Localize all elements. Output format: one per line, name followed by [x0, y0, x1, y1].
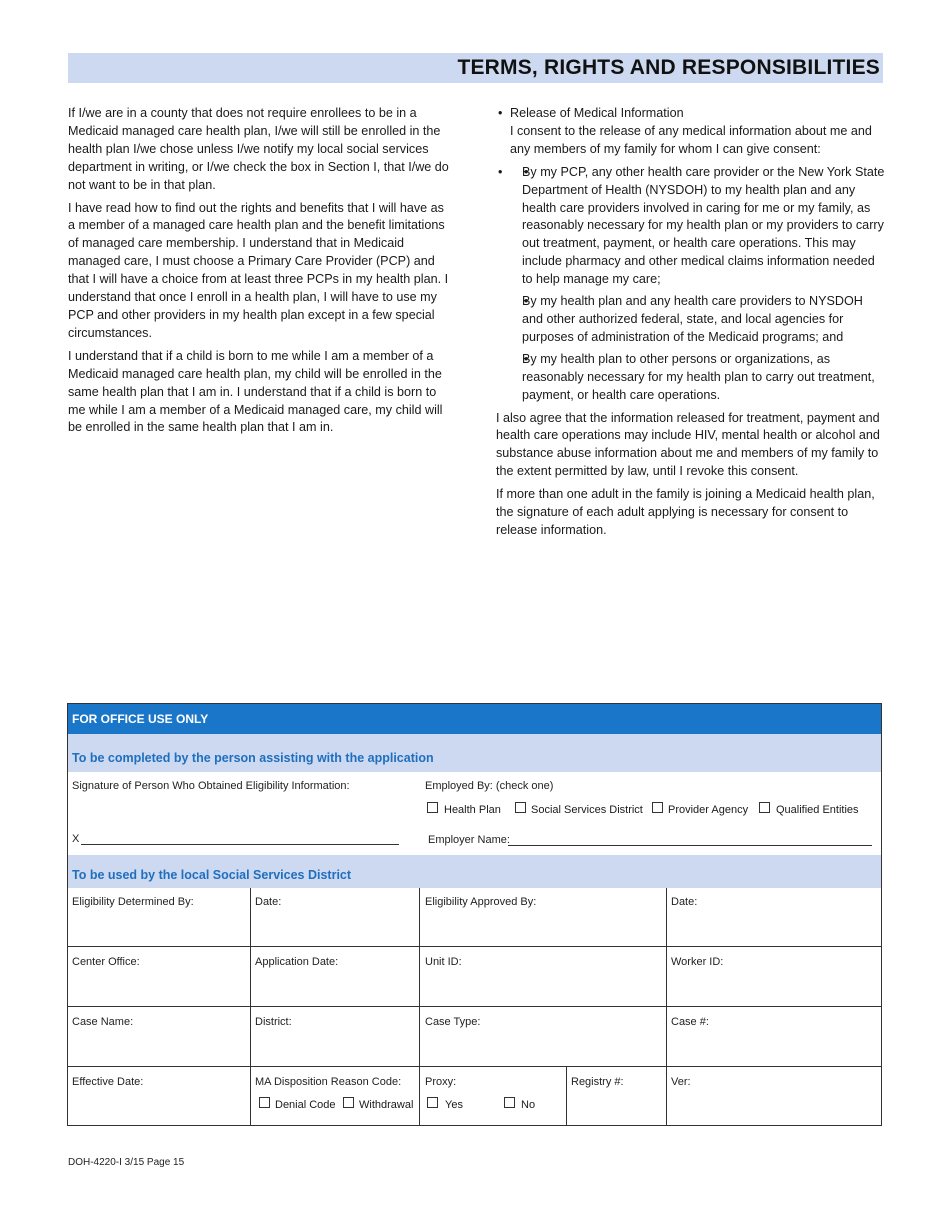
assist-band	[68, 734, 881, 772]
option-qualified-entities: Qualified Entities	[776, 804, 859, 816]
release-title: • Release of Medical Information	[510, 106, 684, 120]
right-column	[496, 105, 886, 545]
release-intro: I consent to the release of any medical information about me and any members of my family for whom I can give consent:	[510, 123, 872, 156]
option-provider-agency: Provider Agency	[668, 804, 749, 816]
option-denial-code: Denial Code	[275, 1099, 336, 1111]
sub-bullet	[510, 351, 886, 405]
employer-name-label: Employer Name:	[428, 834, 510, 846]
employer-name-line[interactable]	[508, 845, 872, 846]
checkbox-proxy-no[interactable]	[504, 1097, 515, 1108]
grid-line	[419, 888, 420, 1126]
application-date-field[interactable]: Application Date:	[255, 956, 339, 968]
center-office-field[interactable]: Center Office:	[72, 956, 140, 968]
sub-bullet	[510, 164, 886, 289]
case-type-field[interactable]: Case Type:	[425, 1016, 481, 1028]
left-column	[68, 105, 453, 442]
grid-line	[68, 1066, 881, 1067]
approval-date-field[interactable]: Date:	[671, 896, 698, 908]
office-header-label: FOR OFFICE USE ONLY	[72, 712, 209, 726]
sub-bullet-text: By my PCP, any other health care provider or the New York State Department of Health (NYSDOH) to my health plan and any health care providers involved in caring for me or my family, as reasonably necessary for my health plan or my providers to carry out treatment, payment, or health care operations. This may include pharmacy and other medical claims information needed to help manage my care;	[522, 164, 885, 287]
proxy-label: Proxy:	[425, 1076, 457, 1088]
checkbox-provider-agency[interactable]	[652, 802, 663, 813]
left-paragraph: If I/we are in a county that does not require enrollees to be in a Medicaid managed care health plan, I/we will still be enrolled in the health plan I/we chose unless I/we notify my local social services department in writing, or I/we check the box in Section I, that I/we do not want to be in that plan.	[68, 106, 449, 192]
worker-id-field[interactable]: Worker ID:	[671, 956, 724, 968]
sub-bullet	[510, 293, 886, 347]
effective-date-field[interactable]: Effective Date:	[72, 1076, 144, 1088]
case-name-field[interactable]: Case Name:	[72, 1016, 134, 1028]
district-band-label: To be used by the local Social Services District	[72, 868, 352, 882]
case-number-field[interactable]: Case #:	[671, 1016, 709, 1028]
district-field[interactable]: District:	[255, 1016, 292, 1028]
option-health-plan: Health Plan	[444, 804, 501, 816]
date-field[interactable]: Date:	[255, 896, 282, 908]
eligibility-determined-field[interactable]: Eligibility Determined By:	[72, 896, 194, 908]
employed-by-label: Employed By: (check one)	[425, 780, 554, 792]
ma-code-label: MA Disposition Reason Code:	[255, 1076, 402, 1088]
form-footer: DOH-4220-I 3/15 Page 15	[68, 1157, 185, 1168]
right-paragraph: I also agree that the information released for treatment, payment and health care operations may include HIV, mental health or alcohol and substance abuse information about me and members of my family to the extent permitted by law, until I revoke this consent.	[496, 410, 880, 479]
grid-line	[566, 1066, 567, 1126]
signature-label: Signature of Person Who Obtained Eligibility Information:	[72, 780, 350, 792]
right-paragraph: If more than one adult in the family is joining a Medicaid health plan, the signature of each adult applying is necessary for consent to release information.	[496, 487, 875, 537]
option-social-services: Social Services District	[531, 804, 643, 816]
district-band	[68, 855, 881, 888]
left-paragraph: I have read how to find out the rights and benefits that I will have as a member of a managed care health plan and the benefit limitations of managed care membership. I understand that in Medicaid managed care, I must choose a Primary Care Provider (PCP) and that I will have a choice from at least three PCPs in my health plan. I understand that once I enroll in a health plan, I will have to use my PCP and other providers in my health plan except in a few special circumstances.	[68, 200, 449, 340]
checkbox-denial-code[interactable]	[259, 1097, 270, 1108]
title-bar	[68, 53, 883, 83]
sub-bullet-text: By my health plan and any health care providers to NYSDOH and other authorized federal, state, and local agencies for purposes of administration of the Medicaid programs; and	[522, 294, 863, 344]
registry-field[interactable]: Registry #:	[571, 1076, 624, 1088]
sub-bullet-list	[496, 164, 886, 405]
unit-id-field[interactable]: Unit ID:	[425, 956, 462, 968]
ver-field[interactable]: Ver:	[671, 1076, 691, 1088]
grid-line	[68, 946, 881, 947]
option-proxy-no: No	[521, 1099, 536, 1111]
grid-line	[250, 888, 251, 1126]
signature-line[interactable]	[81, 844, 399, 845]
eligibility-approved-field[interactable]: Eligibility Approved By:	[425, 896, 537, 908]
option-withdrawal: Withdrawal	[359, 1099, 414, 1111]
signature-x: X	[72, 833, 80, 845]
checkbox-qualified-entities[interactable]	[759, 802, 770, 813]
grid-line	[666, 888, 667, 1126]
release-bullet	[496, 105, 886, 159]
option-proxy-yes: Yes	[445, 1099, 463, 1111]
checkbox-health-plan[interactable]	[427, 802, 438, 813]
left-paragraph: I understand that if a child is born to me while I am a member of a Medicaid managed care health plan, my child will be enrolled in the same health plan that I am in. I understand that if a child is born to me while I am a member of a Medicaid managed care, my child will be enrolled in the same health plan that I am in.	[68, 348, 443, 435]
page-title: TERMS, RIGHTS AND RESPONSIBILITIES	[457, 56, 880, 79]
checkbox-withdrawal[interactable]	[343, 1097, 354, 1108]
checkbox-proxy-yes[interactable]	[427, 1097, 438, 1108]
office-use-table	[67, 703, 882, 1126]
assist-band-label: To be completed by the person assisting with the application	[72, 751, 434, 765]
checkbox-social-services[interactable]	[515, 802, 526, 813]
grid-line	[68, 1006, 881, 1007]
office-header	[68, 704, 881, 734]
sub-bullet-text: By my health plan to other persons or organizations, as reasonably necessary for my health plan to carry out treatment, payment, or health care operations.	[522, 351, 875, 402]
